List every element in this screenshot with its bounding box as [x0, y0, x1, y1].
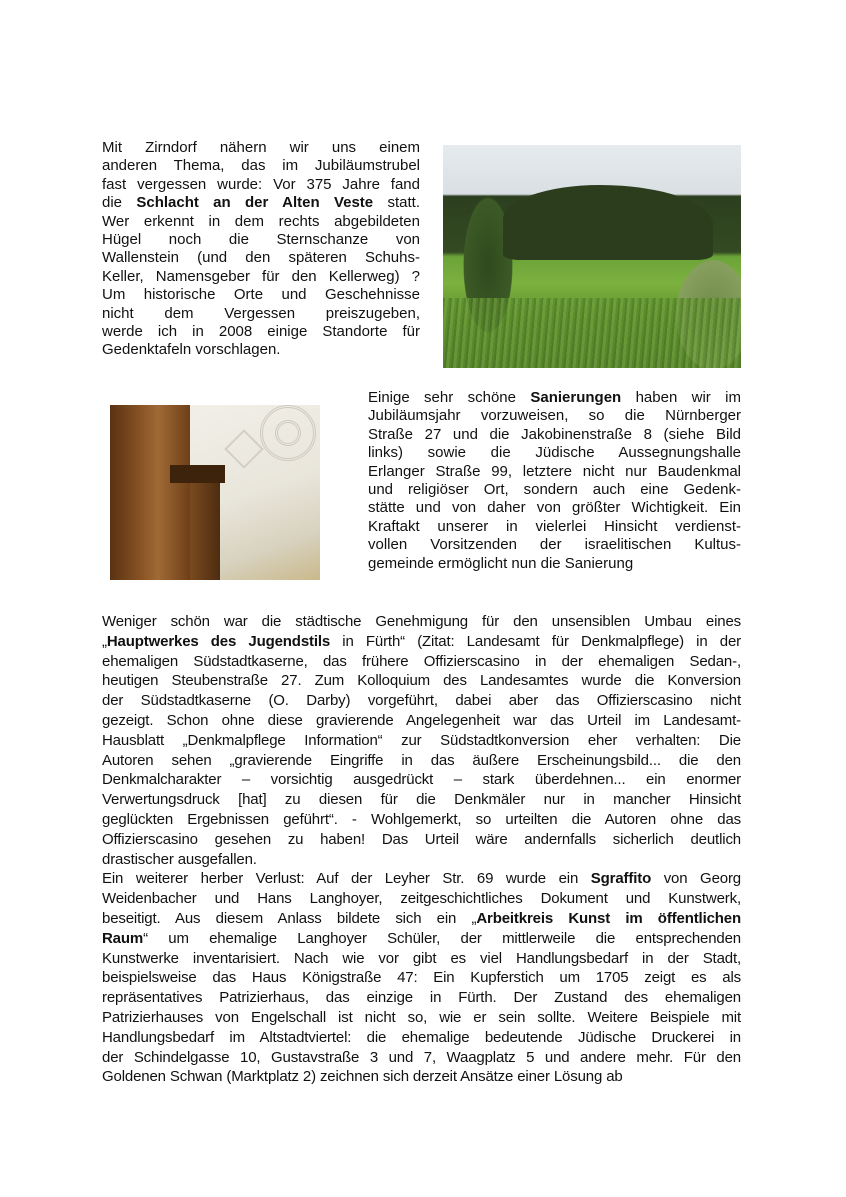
- text-line: [102, 790, 741, 810]
- text-line: [368, 407, 741, 425]
- text: und religiöser Ort, sondern auch eine Gedenk-: [368, 480, 741, 498]
- text: Wer erkennt in dem rechts abgebildeten: [102, 212, 420, 230]
- text: Erlanger Straße 99, letztere nicht nur Baudenkmal: [368, 462, 741, 480]
- text-line: [102, 194, 420, 212]
- text: “ um ehemalige Langhoyer Schüler, der mittlerweile die entsprechenden: [143, 929, 741, 947]
- text-line: [368, 518, 741, 536]
- text: der Südstadtkaserne (O. Darby) vorgeführt, dabei aber das Offizierscasino nicht: [102, 692, 741, 710]
- photo-alte-veste-meadow: [443, 145, 741, 368]
- wooden-cabinet-side: [190, 475, 220, 580]
- text: Ein weiterer herber Verlust: Auf der Leyher Str. 69 wurde ein: [102, 870, 591, 888]
- text: „: [102, 632, 107, 650]
- bold-text: Arbeitkreis Kunst im öffentlichen: [476, 909, 741, 927]
- text-line: [368, 444, 741, 462]
- text-line: [368, 499, 741, 517]
- text: Denkmalcharakter – vorsichtig ausgedrückt – stark überdehnen... ein enormer: [102, 771, 741, 789]
- bold-text: Schlacht an der Alten Veste: [136, 194, 374, 212]
- text-line: [368, 463, 741, 481]
- text-line: [102, 1008, 741, 1028]
- text-line: [102, 968, 741, 988]
- ceiling-ornament: [224, 429, 264, 469]
- text: die: [102, 194, 137, 212]
- text-line: [102, 830, 741, 850]
- text-line: [102, 268, 420, 286]
- text-line: [368, 481, 741, 499]
- text-line: [102, 751, 741, 771]
- text: Autoren sehen „gravierende Eingriffe in das äußere Erscheinungsbild... die den: [102, 751, 741, 769]
- text: nicht dem Vergessen preiszugeben,: [102, 304, 420, 322]
- text: statt.: [373, 194, 420, 212]
- text: Patrizierhauses von Engelschall ist nicht so, wie er sein sollte. Weitere Beispiele mit: [102, 1008, 741, 1026]
- text-line: [102, 711, 741, 731]
- text-line: [102, 1067, 741, 1087]
- text-line: [102, 213, 420, 231]
- text-line: [102, 652, 741, 672]
- text-line: [102, 305, 420, 323]
- text: von Georg: [651, 870, 741, 888]
- text: Keller, Namensgeber für den Kellerweg) ?: [102, 267, 420, 285]
- text: Gedenktafeln vorschlagen.: [102, 341, 281, 359]
- text: ehemaligen Südstadtkaserne, das frühere Offizierscasino in der ehemaligen Sedan-,: [102, 652, 741, 670]
- text-line: [102, 909, 741, 929]
- text-line: [102, 929, 741, 949]
- text-line: [102, 612, 741, 632]
- text: gemeinde ermöglicht nun die Sanierung: [368, 554, 634, 572]
- text-line: [102, 889, 741, 909]
- intro-paragraph: [102, 139, 420, 360]
- text: drastischer ausgefallen.: [102, 850, 257, 868]
- text: anderen Thema, das im Jubiläumstrubel: [102, 157, 420, 175]
- text: Kunstwerke inventarisiert. Nach wie vor gibt es viel Handlungsbedarf in der Stadt,: [102, 949, 741, 967]
- text-line: [102, 850, 741, 870]
- text: beseitigt. Aus diesem Anlass bildete sich ein „: [102, 909, 477, 927]
- ceiling-rosette-inner: [275, 420, 301, 446]
- text: Goldenen Schwan (Marktplatz 2) zeichnen sich derzeit Ansätze einer Lösung ab: [102, 1068, 623, 1086]
- text: Wallenstein (und den späteren Schuhs-: [102, 249, 420, 267]
- text-line: [368, 555, 741, 573]
- text: Offizierscasino gesehen zu haben! Das Urteil wäre andernfalls sicherlich deutlich: [102, 830, 741, 848]
- text-line: [102, 731, 741, 751]
- text: Straße 27 und die Jakobinenstraße 8 (siehe Bild: [368, 425, 741, 443]
- text-line: [102, 323, 420, 341]
- text: Weniger schön war die städtische Genehmigung für den unsensiblen Umbau eines: [102, 613, 741, 630]
- text: gezeigt. Schon ohne diese gravierende Angelegenheit war das Urteil im Landesamt-: [102, 711, 741, 729]
- text: Einige sehr schöne: [368, 389, 531, 406]
- text-line: [102, 632, 741, 652]
- text-line: [368, 426, 741, 444]
- text-line: [102, 988, 741, 1008]
- text-line: [102, 341, 420, 359]
- text-line: [102, 691, 741, 711]
- text: werde ich in 2008 einige Standorte für: [102, 322, 420, 340]
- tree-line: [503, 185, 713, 260]
- text-line: [102, 157, 420, 175]
- text: haben wir im: [621, 389, 741, 406]
- wooden-cabinet: [110, 405, 190, 580]
- grass-foreground: [443, 298, 741, 368]
- bold-text: Hauptwerkes des Jugendstils: [106, 632, 331, 650]
- text: Kraftakt unserer in vielerlei Hinsicht verdienst-: [368, 517, 741, 535]
- text: heutigen Steubenstraße 27. Zum Kolloquium des Landesamtes wurde die Konversion: [102, 672, 741, 690]
- bold-text: Sgraffito: [590, 870, 652, 888]
- text: Um historische Orte und Geschehnisse: [102, 286, 420, 304]
- photo-interior-stucco-ceiling: [110, 405, 320, 580]
- text-line: [102, 1028, 741, 1048]
- text-line: [102, 176, 420, 194]
- text-line: [102, 249, 420, 267]
- text: links) sowie die Jüdische Aussegnungshalle: [368, 444, 741, 462]
- main-paragraphs: [102, 612, 741, 1087]
- text-line: [102, 139, 420, 157]
- text: Weidenbacher und Hans Langhoyer, zeitgeschichtliches Dokument und Kunstwerk,: [102, 890, 741, 908]
- text-line: [102, 810, 741, 830]
- text: beispielsweise das Haus Königstraße 47: Ein Kupferstich um 1705 zeigt es als: [102, 969, 741, 987]
- cabinet-capital: [170, 465, 225, 483]
- text-line: [102, 671, 741, 691]
- text: vollen Vorsitzenden der israelitischen Kultus-: [368, 536, 741, 554]
- text: stätte und von daher von größter Wichtigkeit. Ein: [368, 499, 741, 517]
- text: Hausblatt „Denkmalpflege Information“ zur Südstadtkonversion eher verhalten: Die: [102, 731, 741, 749]
- text-line: [102, 286, 420, 304]
- text: Mit Zirndorf nähern wir uns einem: [102, 139, 420, 156]
- text-line: [102, 231, 420, 249]
- text: Hügel noch die Sternschanze von: [102, 230, 420, 248]
- bold-text: Sanierungen: [530, 389, 622, 406]
- text-line: [102, 1048, 741, 1068]
- text: geglückten Ergebnissen geführt“. - Wohlgemerkt, so urteilten die Autoren ohne das: [102, 810, 741, 828]
- renovations-paragraph: [368, 389, 741, 573]
- text: in Fürth“ (Zitat: Landesamt für Denkmalpflege) in der: [330, 632, 741, 650]
- text-line: [102, 949, 741, 969]
- text: Verwertungsdruck [hat] zu diesen für die Denkmäler nur in mancher Hinsicht: [102, 791, 741, 809]
- text-line: [368, 536, 741, 554]
- text-line: [102, 869, 741, 889]
- text: der Schindelgasse 10, Gustavstraße 3 und 7, Waagplatz 5 und andere mehr. Für den: [102, 1048, 741, 1066]
- bold-text: Raum: [102, 929, 144, 947]
- text: fast vergessen wurde: Vor 375 Jahre fand: [102, 175, 420, 193]
- text: repräsentatives Patrizierhaus, das einzige in Fürth. Der Zustand des ehemaligen: [102, 989, 741, 1007]
- text: Handlungsbedarf im Altstadtviertel: die ehemalige bedeutende Jüdische Druckerei in: [102, 1028, 741, 1046]
- text: Jubiläumsjahr vorzuweisen, so die Nürnberger: [368, 407, 741, 425]
- text-line: [368, 389, 741, 407]
- text-line: [102, 770, 741, 790]
